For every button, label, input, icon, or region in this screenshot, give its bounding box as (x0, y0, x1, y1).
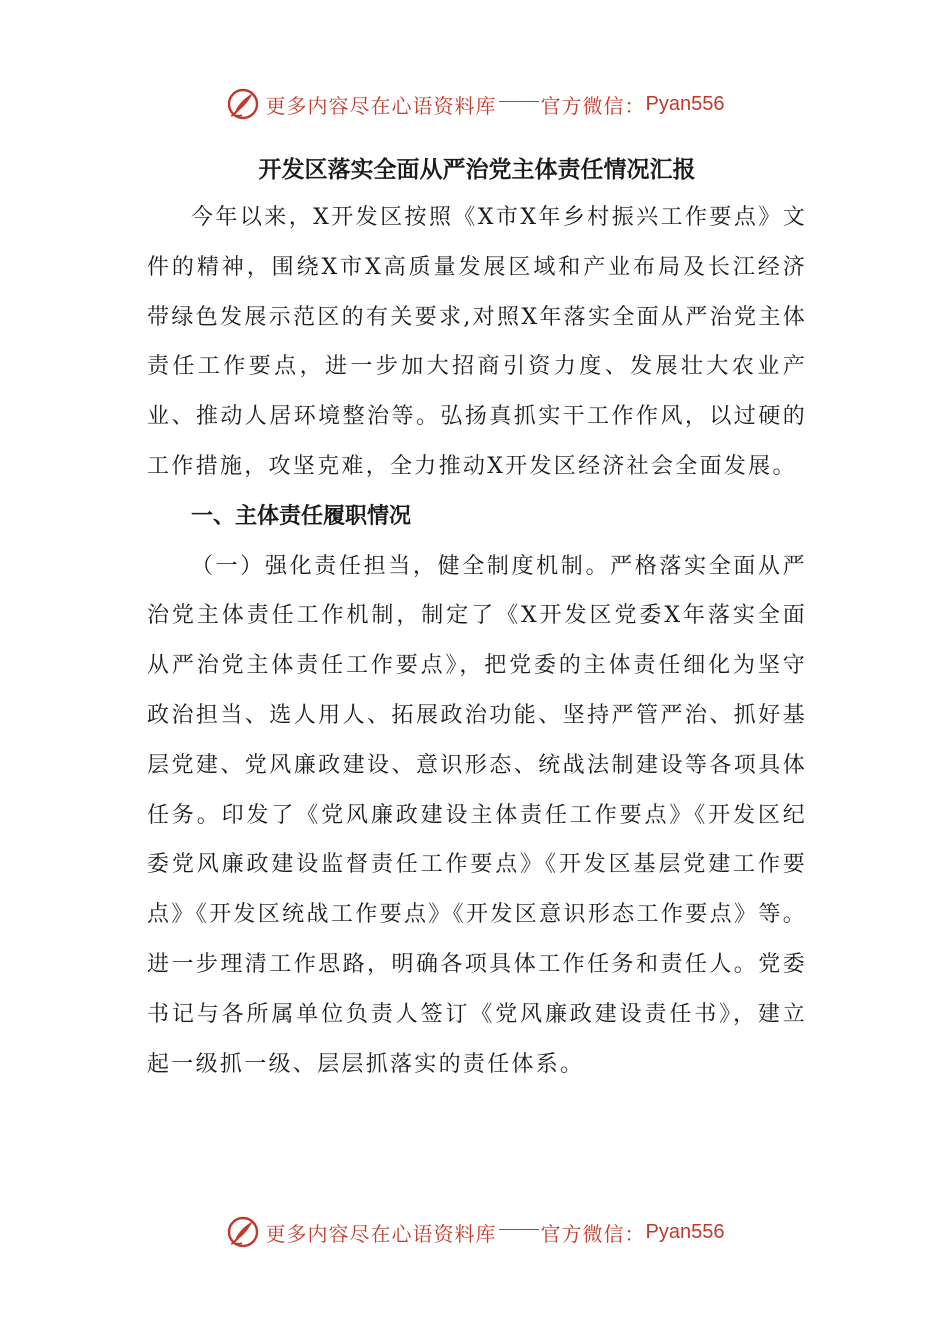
watermark-divider (499, 101, 539, 102)
watermark-divider (499, 1229, 539, 1230)
watermark-account: Pyan556 (645, 92, 725, 115)
section-heading: 一、主体责任履职情况 (191, 503, 412, 529)
quill-pen-logo-icon (226, 87, 260, 121)
watermark-site-text: 更多内容尽在心语资料库 (265, 93, 497, 118)
intro-paragraph: 今年以来，X开发区按照《X市X年乡村振兴工作要点》文件的精神，围绕X市X高质量发展区域和产业布局及长江经济带绿色发展示范区的有关要求,对照X年落实全面从严治党主体责任工作要点，进一步加大招商引资力度、发展壮大农业产业、推动人居环境整治等。弘扬真抓实干工作作风，以过硬的工作措施，攻坚克难，全力推动X开发区经济社会全面发展。 (147, 205, 807, 479)
watermark-banner-bottom (0, 1212, 950, 1252)
document-body (147, 148, 807, 1089)
document-title: 开发区落实全面从严治党主体责任情况汇报 (258, 157, 696, 183)
watermark-banner-top (0, 84, 950, 124)
watermark-contact-label: 官方微信： (540, 93, 646, 118)
watermark-contact-label: 官方微信： (540, 1221, 646, 1246)
section-paragraph: （一）强化责任担当，健全制度机制。严格落实全面从严治党主体责任工作机制，制定了《X开发区党委X年落实全面从严治党主体责任工作要点》，把党委的主体责任细化为坚守政治担当、选人用人、拓展政治功能、坚持严管严治、抓好基层党建、党风廉政建设、意识形态、统战法制建设等各项具体任务。印发了《党风廉政建设主体责任工作要点》《开发区纪委党风廉政建设监督责任工作要点》《开发区基层党建工作要点》《开发区统战工作要点》《开发区意识形态工作要点》等。进一步理清工作思路，明确各项具体工作任务和责任人。党委书记与各所属单位负责人签订《党风廉政建设责任书》，建立起一级抓一级、层层抓落实的责任体系。 (147, 553, 807, 1077)
watermark-site-text: 更多内容尽在心语资料库 (265, 1221, 497, 1246)
quill-pen-logo-icon (226, 1215, 260, 1249)
watermark-account: Pyan556 (645, 1220, 725, 1243)
